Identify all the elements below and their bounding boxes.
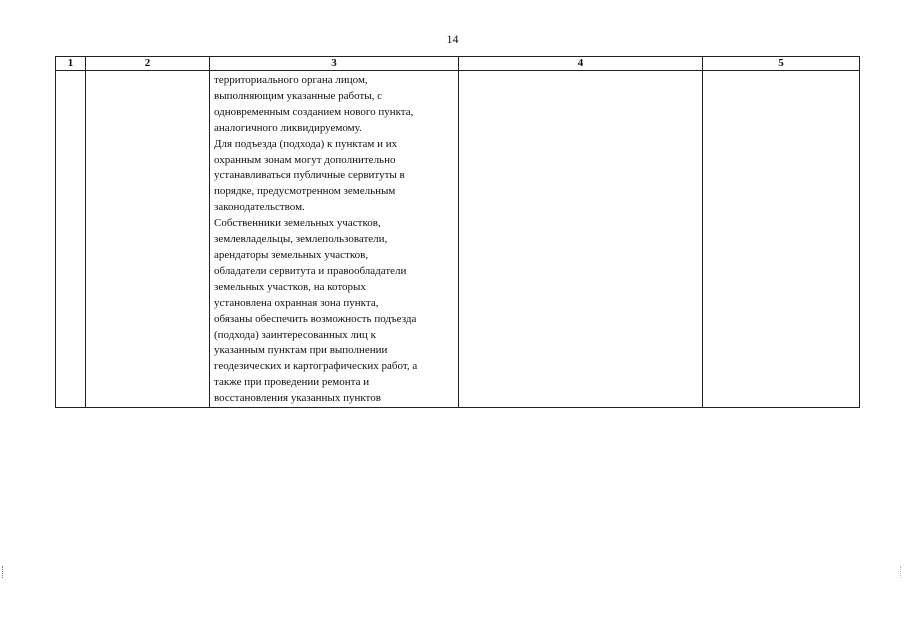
text-line: Для подъезда (подхода) к пунктам и их — [214, 137, 398, 150]
scan-edge-mark-right — [900, 566, 903, 578]
text-line: установлена охранная зона пункта, — [214, 296, 379, 309]
table-header-row — [56, 57, 860, 71]
table-cell-col5 — [703, 71, 860, 408]
text-line: территориального органа лицом, — [214, 74, 368, 86]
column-header-4: 4 — [459, 57, 703, 71]
table-cell-col2 — [86, 71, 210, 408]
document-table — [55, 56, 860, 408]
text-line: (подхода) заинтересованных лиц к — [214, 328, 376, 341]
column-header-1: 1 — [56, 57, 86, 71]
text-line: восстановления указанных пунктов — [214, 392, 381, 405]
text-line: устанавливаться публичные сервитуты в — [214, 169, 405, 182]
table-row — [56, 71, 860, 408]
column-header-5: 5 — [703, 57, 860, 71]
text-line: аналогичного ликвидируемому. — [214, 121, 362, 134]
page-number: 14 — [446, 32, 459, 46]
text-line: арендаторы земельных участков, — [214, 248, 369, 261]
text-line: порядке, предусмотренном земельным — [214, 185, 396, 198]
text-line: одновременным созданием нового пункта, — [214, 105, 414, 118]
text-line: обладатели сервитута и правообладатели — [214, 264, 407, 277]
text-line: также при проведении ремонта и — [214, 376, 370, 389]
text-line: земельных участков, на которых — [214, 280, 366, 293]
column-header-3: 3 — [210, 57, 459, 71]
table-cell-col3 — [210, 71, 459, 408]
text-line: законодательством. — [214, 201, 305, 214]
scan-edge-mark-left — [2, 566, 5, 578]
text-line: охранным зонам могут дополнительно — [214, 153, 396, 166]
text-line: обязаны обеспечить возможность подъезда — [214, 312, 417, 325]
text-line: Собственники земельных участков, — [214, 217, 381, 230]
cell-text-col3 — [210, 71, 458, 407]
table-cell-col1 — [56, 71, 86, 408]
text-line: геодезических и картографических работ, а — [214, 360, 418, 373]
text-line: выполняющим указанные работы, с — [214, 89, 383, 102]
table-cell-col4 — [459, 71, 703, 408]
text-line: указанным пунктам при выполнении — [214, 344, 388, 357]
column-header-2: 2 — [86, 57, 210, 71]
text-line: землевладельцы, землепользователи, — [214, 233, 388, 246]
